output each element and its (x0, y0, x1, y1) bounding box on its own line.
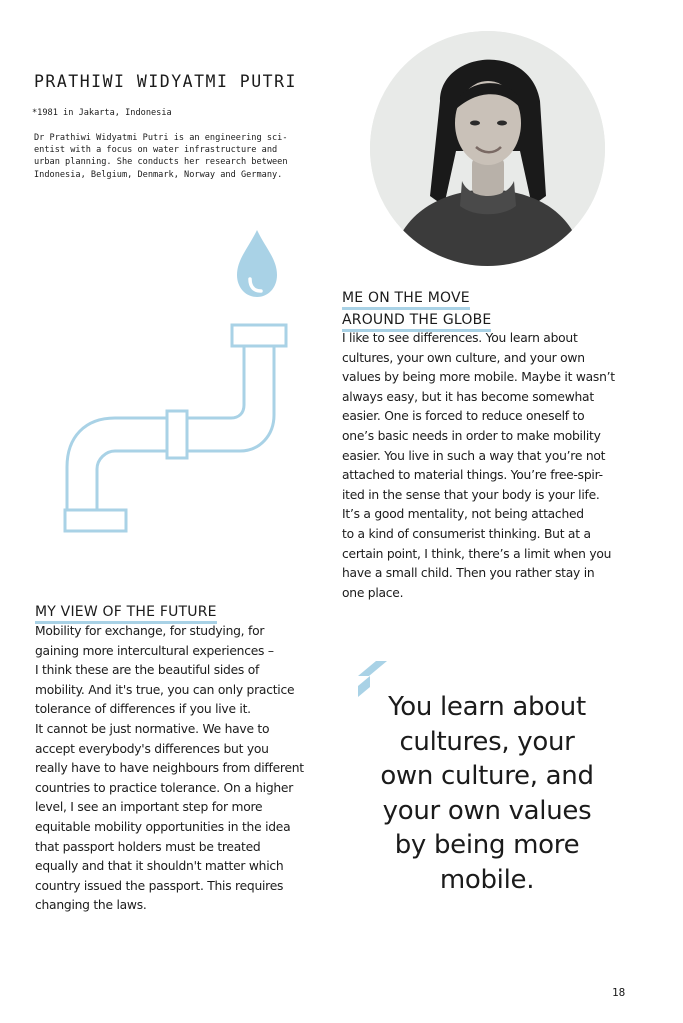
water-drop-icon (237, 230, 277, 297)
text-line: Mobility for exchange, for studying, for (35, 624, 265, 638)
text-line: have a small child. Then you rather stay in (342, 566, 595, 581)
text-line: I like to see differences. You learn about (342, 331, 578, 345)
text-line: cultures, your own culture, and your own (342, 350, 585, 365)
page-number: 18 (612, 986, 626, 999)
text-line: equitable mobility opportunities in the idea (35, 819, 291, 834)
quote-line: your own values (382, 795, 592, 826)
future-paragraph (35, 622, 304, 916)
heading-line: ME ON THE MOVE (342, 290, 470, 310)
bio-line: urban planning. She conducts her research between (34, 157, 288, 168)
heading-my-view-of-the-future (35, 602, 217, 624)
text-line: easier. You live in such a way that you’re not (342, 448, 606, 463)
bio-paragraph (34, 132, 334, 181)
portrait-photo (370, 31, 605, 266)
heading-me-on-the-move (342, 288, 491, 332)
bio-line: entist with a focus on water infrastructure and (34, 145, 278, 156)
quote-line: cultures, your (399, 726, 575, 757)
text-line: one place. (342, 585, 404, 600)
text-line: values by being more mobile. Maybe it wasn’t (342, 370, 615, 385)
text-line: level, I see an important step for more (35, 800, 263, 815)
text-line: certain point, I think, there’s a limit when you (342, 546, 612, 561)
text-line: mobility. And it's true, you can only practice (35, 682, 295, 697)
text-line: country issued the passport. This requires (35, 878, 284, 893)
text-line: It’s a good mentality, not being attached (342, 507, 584, 522)
text-line: easier. One is forced to reduce oneself to (342, 409, 585, 424)
heading-line: AROUND THE GLOBE (342, 312, 491, 332)
text-line: gaining more intercultural experiences – (35, 643, 274, 658)
text-line: always easy, but it has become somewhat (342, 389, 594, 404)
bio-line: Indonesia, Belgium, Denmark, Norway and Germany. (34, 169, 283, 180)
portrait-image (370, 31, 605, 266)
text-line: It cannot be just normative. We have to (35, 721, 270, 736)
pipe-illustration (55, 225, 300, 555)
text-line: countries to practice tolerance. On a higher (35, 780, 294, 795)
text-line: really have to have neighbours from different (35, 761, 304, 776)
text-line: changing the laws. (35, 898, 147, 913)
bio-line: Dr Prathiwi Widyatmi Putri is an engineering sci- (34, 133, 288, 143)
move-paragraph (342, 329, 615, 603)
person-name: PRATHIWI WIDYATMI PUTRI (34, 72, 297, 91)
birth-info: *1981 in Jakarta, Indonesia (32, 108, 172, 118)
quote-line: own culture, and (380, 761, 594, 791)
text-line: tolerance of differences if you live it. (35, 702, 251, 717)
quote-line: by being more (394, 830, 580, 860)
text-line: attached to material things. You’re free-spir- (342, 468, 603, 483)
text-line: I think these are the beautiful sides of (35, 663, 260, 678)
heading-line: MY VIEW OF THE FUTURE (35, 604, 217, 624)
quote-line: mobile. (439, 864, 535, 895)
text-line: that passport holders must be treated (35, 839, 261, 854)
text-line: accept everybody's differences but you (35, 741, 269, 756)
text-line: to a kind of consumerist thinking. But at a (342, 526, 591, 541)
text-line: equally and that it shouldn't matter which (35, 859, 284, 874)
text-line: ited in the sense that your body is your life. (342, 487, 600, 502)
pull-quote (358, 690, 616, 897)
text-line: one’s basic needs in order to make mobility (342, 428, 601, 443)
quote-line: You learn about (388, 692, 586, 722)
